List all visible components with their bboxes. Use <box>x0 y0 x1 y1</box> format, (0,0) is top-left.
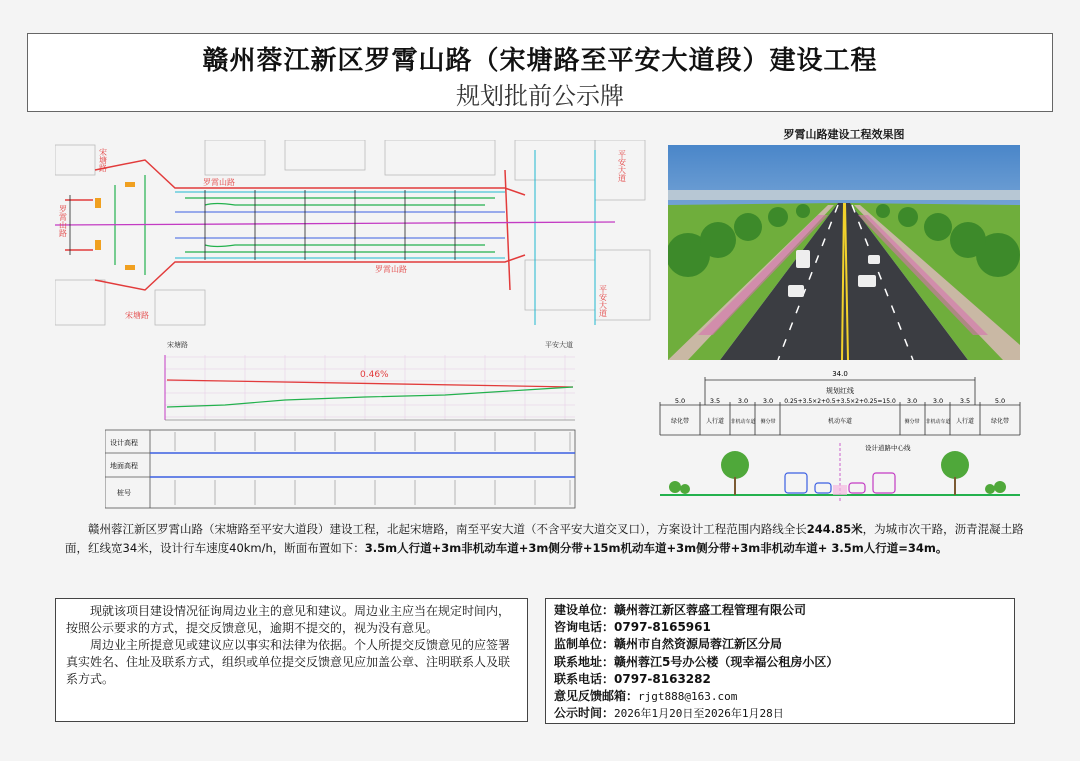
section-label-6: 侧分带 <box>904 419 920 425</box>
contact-label: 联系地址： <box>554 654 615 669</box>
plan-road-label-bottom-left: 宋塘路 <box>125 311 149 320</box>
plan-road-label-bottom-right: 平安大道 <box>598 285 608 317</box>
contact-row-supervisor <box>554 636 1006 653</box>
plan-road-label-vertical-left: 罗霄山路 <box>58 205 68 237</box>
section-width-6: 3.0 <box>906 397 918 405</box>
profile-row-station: 桩号 <box>117 489 131 497</box>
section-label-4: 侧分带 <box>760 419 776 425</box>
notice-paragraph-1: 现就该项目建设情况征询周边业主的意见和建议。周边业主应当在规定时间内，按照公示要求的方式，提交反馈意见，逾期不提交的，视为没有意见。 <box>66 604 511 635</box>
contact-label: 公示时间： <box>554 706 615 721</box>
contact-value: 0797-8165961 <box>614 620 711 635</box>
description-part2: ，为城市次干路，沥青混凝土路面，红线宽34米，设计行车速度40km/h，断面布置如下： <box>65 522 1024 555</box>
contact-label: 咨询电话： <box>554 620 615 635</box>
section-width-4: 3.0 <box>762 397 774 405</box>
contact-row-period <box>554 705 1006 722</box>
contact-row-phone <box>554 671 1006 688</box>
contact-box <box>545 598 1015 724</box>
plan-road-label-top-right: 平安大道 <box>617 150 627 182</box>
section-label-8: 人行道 <box>955 418 975 425</box>
profile-row-ground: 地面高程 <box>110 462 138 470</box>
profile-row-design: 设计高程 <box>110 439 138 447</box>
longitudinal-profile-drawing <box>105 335 590 510</box>
contact-value: 0797-8163282 <box>614 671 711 686</box>
contact-label: 监制单位： <box>554 637 615 652</box>
section-label-5: 机动车道 <box>827 418 853 425</box>
contact-label: 意见反馈邮箱： <box>554 689 639 704</box>
road-plan-drawing <box>55 140 655 330</box>
section-width-2: 3.5 <box>709 397 721 405</box>
notice-box <box>55 598 528 722</box>
section-width-8: 3.5 <box>959 397 971 405</box>
section-width-1: 5.0 <box>674 397 686 405</box>
plan-road-label-right: 罗霄山路 <box>375 265 407 274</box>
contact-value: 2026年1月20日至2026年1月28日 <box>614 707 784 721</box>
section-label-9: 绿化带 <box>990 418 1010 425</box>
description-layout: 3.5m人行道+3m非机动车道+3m侧分带+15m机动车道+3m侧分带+3m非机动车道+ 3.5m人行道=34m。 <box>364 541 948 555</box>
section-width-7: 3.0 <box>932 397 944 405</box>
contact-row-builder <box>554 602 1006 619</box>
profile-grade-label: 0.46% <box>360 370 389 380</box>
section-width-3: 3.0 <box>737 397 749 405</box>
page-subtitle: 规划批前公示牌 <box>456 82 624 110</box>
plan-road-label-top-left: 宋塘路 <box>98 148 108 172</box>
contact-email-link[interactable]: rjgt888@163.com <box>638 690 738 704</box>
page-title: 赣州蓉江新区罗霄山路（宋塘路至平安大道段）建设工程 <box>202 46 878 76</box>
section-total-width: 34.0 <box>832 370 848 378</box>
section-label-7: 非机动车道 <box>925 419 951 425</box>
description-part1: 赣州蓉江新区罗霄山路（宋塘路至平安大道段）建设工程，北起宋塘路，南至平安大道（不含平安大道交叉口），方案设计工程范围内路线全长 <box>88 522 807 536</box>
section-total-label: 规划红线 <box>826 387 854 395</box>
render-caption: 罗霄山路建设工程效果图 <box>783 128 905 141</box>
road-rendering-image <box>668 145 1020 360</box>
section-center-label: 设计道路中心线 <box>865 444 911 452</box>
contact-label: 建设单位： <box>554 603 615 617</box>
section-width-5: 0.25+3.5×2+0.5+3.5×2+0.25=15.0 <box>784 398 896 405</box>
contact-row-email <box>554 688 1006 705</box>
contact-value: 赣州蓉江5号办公楼（现幸福公租房小区） <box>614 654 839 669</box>
profile-start-label: 宋塘路 <box>167 341 188 349</box>
contact-value: 赣州蓉江新区蓉盛工程管理有限公司 <box>614 603 807 617</box>
cross-section-drawing <box>655 365 1025 510</box>
section-label-1: 绿化带 <box>670 418 690 425</box>
contact-row-address <box>554 654 1006 671</box>
section-label-3: 非机动车道 <box>730 419 756 425</box>
contact-value: 赣州市自然资源局蓉江新区分局 <box>614 637 783 652</box>
contact-row-consult-phone <box>554 619 1006 636</box>
section-width-9: 5.0 <box>994 397 1006 405</box>
title-box <box>27 33 1053 112</box>
description-length: 244.85米 <box>806 522 863 536</box>
section-label-2: 人行道 <box>705 418 725 425</box>
contact-label: 联系电话： <box>554 671 615 686</box>
project-description <box>65 520 1033 558</box>
notice-paragraph-2: 周边业主所提意见或建议应以事实和法律为依据。个人所提交反馈意见的应签署真实姓名、住址及联系方式，组织或单位提交反馈意见应加盖公章、注明联系人及联系方式。 <box>66 638 511 686</box>
profile-end-label: 平安大道 <box>545 341 573 349</box>
plan-road-label-left: 罗霄山路 <box>203 178 235 187</box>
